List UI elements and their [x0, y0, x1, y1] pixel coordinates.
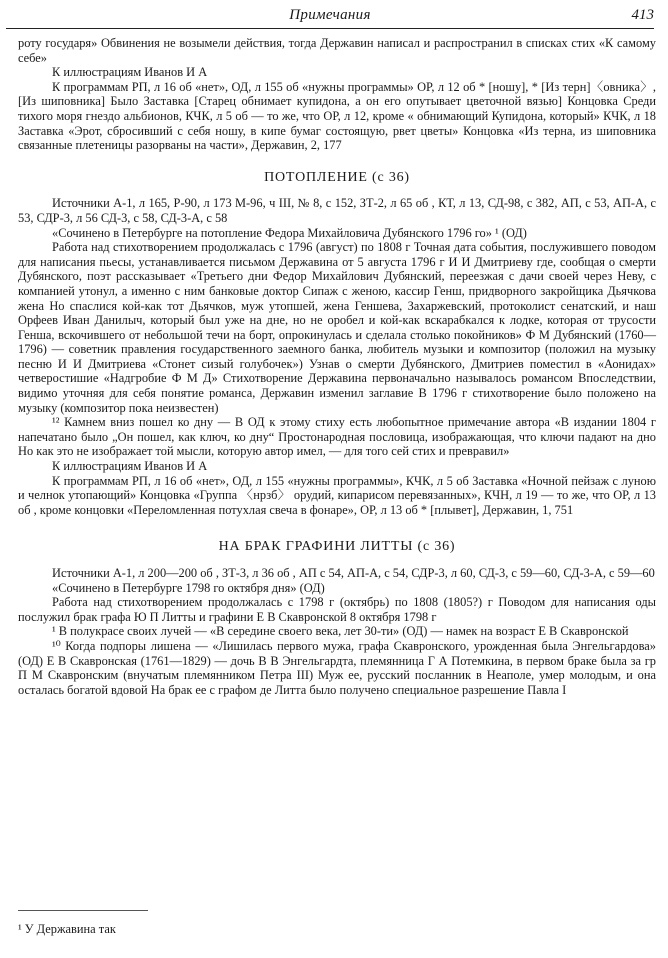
paragraph: «Сочинено в Петербурге на потопление Федора Михайловича Дубянского 1796 го» ¹ (ОД)	[52, 225, 527, 240]
paragraph: К иллюстрациям Иванов И А	[52, 65, 208, 80]
footnote-divider	[18, 910, 148, 911]
page-number: 413	[631, 7, 654, 23]
paragraph: К иллюстрациям Иванов И А	[52, 459, 208, 474]
paragraph: ¹² Камнем вниз пошел ко дну — В ОД к этому стиху есть любопытное примечание автора «В издании 1804 г напечатано было „Он пошел, как ключ, ко дну“ Простонародная пословица, изображающая, что ключи падают на дно Но как это не изображает той мысли, которую автор имел, — для того сей стих и превравил»	[18, 415, 656, 459]
paragraph: К программам РП, л 16 об «нет», ОД, л 155 «нужны программы», КЧК, л 5 об Заставка «Ночной пейзаж с луною и челнок утопающий» Концовка «Группа 〈нрзб〉 орудий, кипарисом перевязанных», КЧН, л 19 — то же, что ОР, л 13 об , кроме концовки «Переломленная потухлая свеча в фонаре», ОР, л 13 об * [плывет], Державин, 1, 751	[18, 473, 656, 517]
running-header	[6, 6, 654, 29]
page-body	[18, 36, 656, 697]
paragraph: «Сочинено в Петербурге 1798 го октября дня» (ОД)	[52, 580, 325, 595]
paragraph: ¹ В полукрасе своих лучей — «В середине своего века, лет 30-ти» (ОД) — намек на возраст Е В Скавронской	[52, 624, 629, 639]
footnote: ¹ У Державина так	[18, 922, 116, 936]
section-heading: ПОТОПЛЕНИЕ (с 36)	[264, 169, 410, 185]
paragraph: Источники А-1, л 200—200 об , ЗТ-3, л 36 об , АП с 54, АП-А, с 54, СДР-3, л 60, СД-3, с 59—60, СД-3-А, с 59—60	[52, 566, 655, 580]
section-heading: НА БРАК ГРАФИНИ ЛИТТЫ (с 36)	[218, 539, 456, 555]
paragraph: роту государя» Обвинения не возымели действия, тогда Державин написал и распространил в списках стих «К самому себе»	[18, 36, 656, 65]
paragraph: Работа над стихотворением продолжалась с 1796 (август) по 1808 г Точная дата события, послужившего поводом для написания пьесы, устанавливается письмом Державина от 5 августа 1796 г И И Дмитриеву где, сообщая о смерти Дубянского, поэт рассказывает «Третьего дни Федор Михайлович Дубянский, переезжая с дачи своей через Неву, с компанией утонул, а именно с ним банковые доктор Сипаж с женою, кассир Генш, придворного закройщика Дьячкова жена Но спаслися кой-как тот Дьячков, муж утопшей, жена Геншева, Захаржевский, протоколист сенатский, и наш Орфеев Иван Данилыч, который был уже на дне, но не оробел и кой-как вскарабкался к лодке, которая от трусости Генша, вскочившего от небольшой течи на борт, опрокинулась и сделала столько покойников» Ф М Дубянский (1760—1796) — советник правления государственного заемного банка, любитель музыки и композитор (положил на музыку песню И И Дмитриева «Стонет сизый голубочек») Узнав о смерти Дубянского, Дмитриев поместил в «Аонидах» четверостишие «Надгробие Ф М Д» Стихотворение Державина первоначально называлось романсом Впоследствии, видимо уточняя для себя понятие романса, Державин изменил заглавие В 1796 г стихотворение было положено на музыку (композитор пока неизвестен)	[18, 240, 656, 415]
running-title: Примечания	[289, 7, 371, 23]
paragraph: Источники А-1, л 165, Р-90, л 173 М-96, ч III, № 8, с 152, ЗТ-2, л 65 об , КТ, л 13, СД-98, с 382, АП, с 53, АП-А, с 53, СДР-3, л 56 СД-3, с 58, СД-3-А, с 58	[18, 196, 656, 225]
paragraph: Работа над стихотворением продолжалась с 1798 г (октябрь) по 1808 (1805?) г Поводом для написания оды послужил брак графа Ю П Литты и графини Е В Скавронской 8 октября 1798 г	[18, 595, 656, 624]
paragraph: К программам РП, л 16 об «нет», ОД, л 155 об «нужны программы» ОР, л 12 об * [ношу], * [Из терн]〈овника〉, [Из шиповника] Было Заставка [Старец обнимает купидона, а он его опутывает цветочной вязью] Концовка Среди тихого моря гнездо альбионов, КЧК, л 5 об — то же, что ОР, л 12, кроме « обнимающий Купидона, который» КЧК, л 18 Заставка «Эрот, сбросивший с себя ношу, в кипе бумаг состоящую, рвет цветы» Концовка «Из терна, из шиповника связанные плетеницы разорваны на части», Державин, 2, 177	[18, 79, 656, 153]
paragraph: ¹⁰ Когда подпоры лишена — «Лишилась первого мужа, графа Скавронского, урожденная была Энгельгардова» (ОД) Е В Скавронская (1761—1829) — дочь В В Энгельгардта, племянница Г А Потемкина, в первом браке была за гр П М Скавронским (внучатым племянником Петра III) Муж ее, русский посланник в Неаполе, умер молодым, и она осталась богатой вдовой На брак ее с графом де Литта было получено специальное разрешение Павла I	[18, 638, 656, 697]
